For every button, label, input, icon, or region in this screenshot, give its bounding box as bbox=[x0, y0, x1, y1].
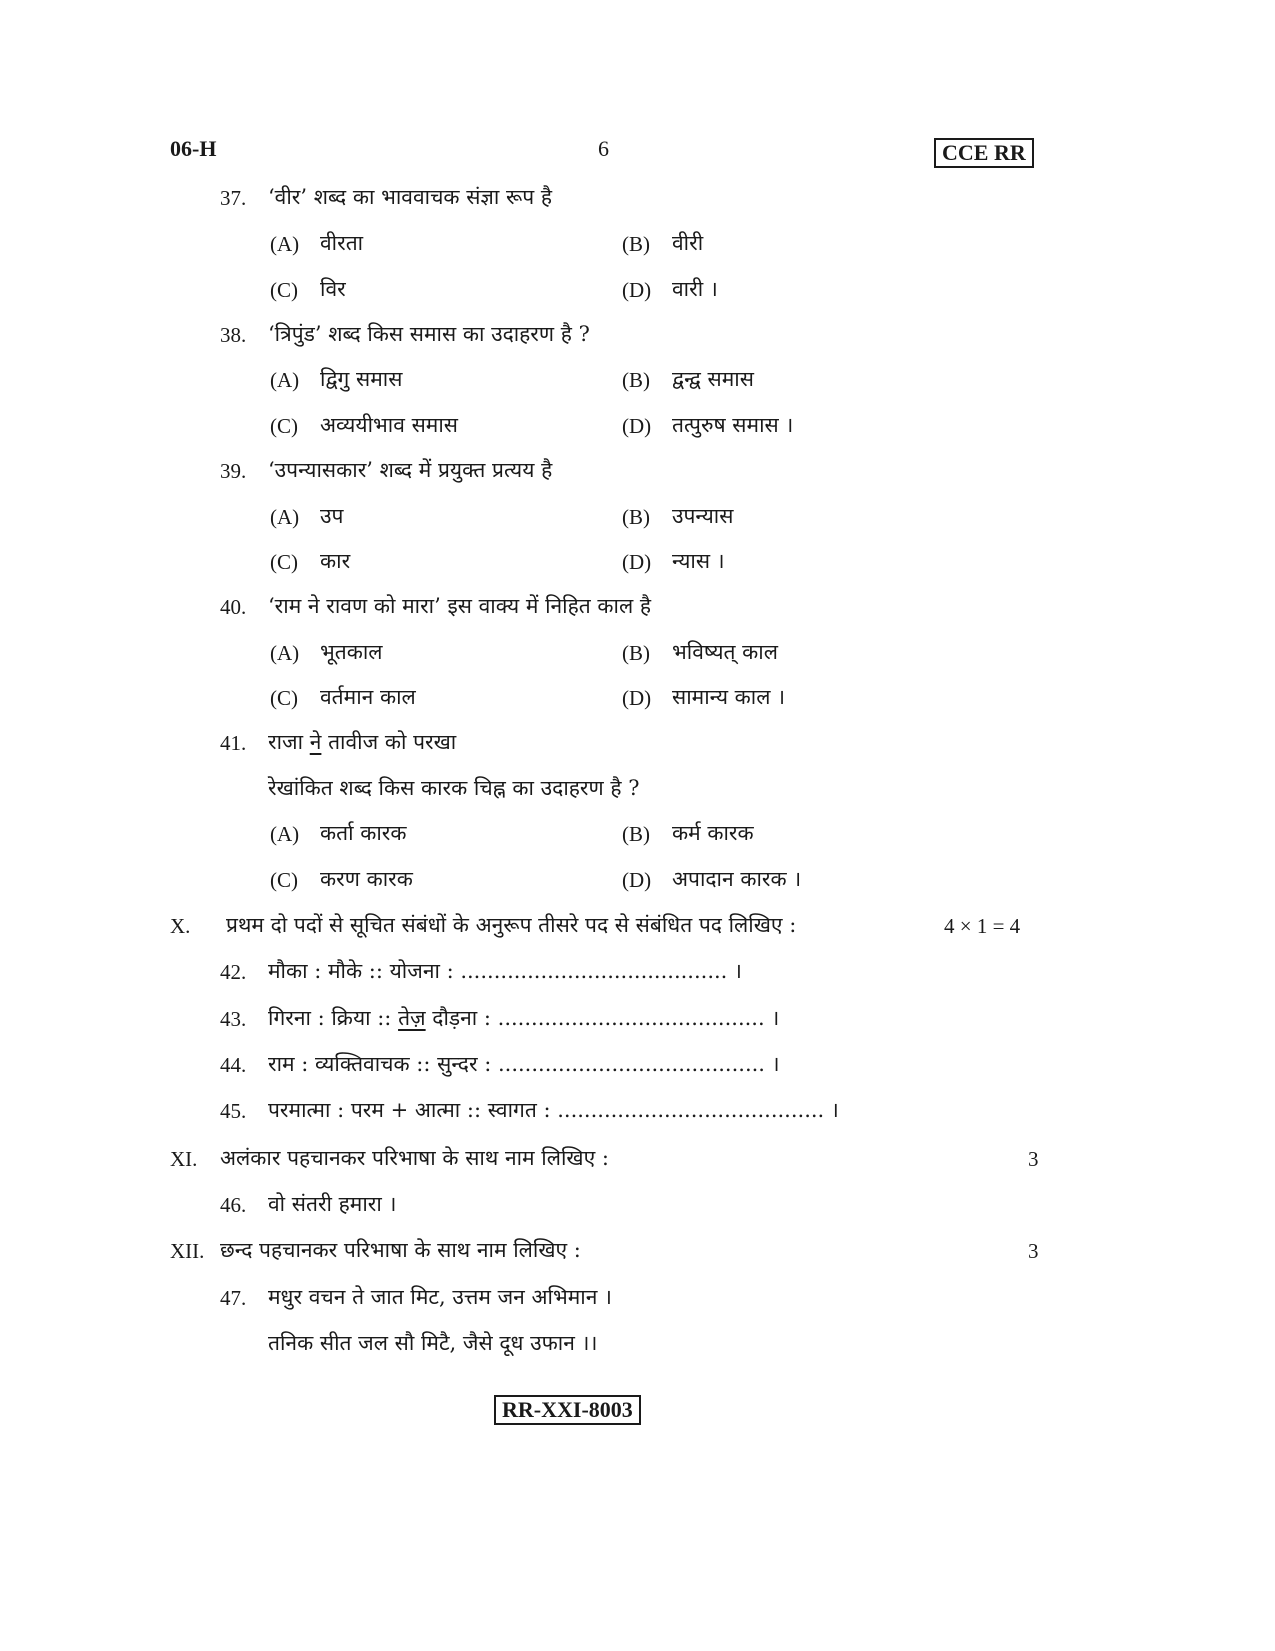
question-text: ‘वीर’ शब्द का भाववाचक संज्ञा रूप है bbox=[268, 185, 553, 209]
question-number: 41. bbox=[220, 731, 247, 755]
option-label: (C) bbox=[270, 550, 298, 574]
question-text: राजा ने तावीज को परखा bbox=[268, 730, 457, 754]
option-text: तत्पुरुष समास । bbox=[672, 413, 794, 437]
question-text: ‘उपन्यासकार’ शब्द में प्रयुक्त प्रत्यय है bbox=[268, 458, 553, 482]
question-text: ‘त्रिपुंड’ शब्द किस समास का उदाहरण है ? bbox=[268, 322, 590, 346]
option-text: करण कारक bbox=[320, 867, 413, 891]
option-text: द्वन्द्व समास bbox=[672, 367, 754, 391]
option-text: सामान्य काल । bbox=[672, 685, 786, 709]
question-number: 45. bbox=[220, 1099, 247, 1123]
option-label: (A) bbox=[270, 822, 300, 846]
option-label: (A) bbox=[270, 368, 300, 392]
option-label: (C) bbox=[270, 868, 298, 892]
question-number: 37. bbox=[220, 186, 247, 210]
option-text: भूतकाल bbox=[320, 640, 383, 664]
option-label: (B) bbox=[622, 368, 650, 392]
option-text: वीरी bbox=[672, 231, 704, 255]
section-marks: 3 bbox=[1028, 1147, 1039, 1171]
option-label: (B) bbox=[622, 641, 650, 665]
section-numeral: XII. bbox=[170, 1239, 205, 1263]
option-text: उपन्यास bbox=[672, 504, 734, 528]
option-text: अपादान कारक । bbox=[672, 867, 802, 891]
series-badge: CCE RR bbox=[934, 138, 1034, 168]
option-text: अव्ययीभाव समास bbox=[320, 413, 458, 437]
option-label: (B) bbox=[622, 822, 650, 846]
option-text: द्विगु समास bbox=[320, 367, 403, 391]
verse-line: तनिक सीत जल सौ मिटै, जैसे दूध उफान ।। bbox=[268, 1331, 598, 1355]
section-instruction: प्रथम दो पदों से सूचित संबंधों के अनुरूप तीसरे पद से संबंधित पद लिखिए : bbox=[226, 913, 797, 937]
option-text: उप bbox=[320, 504, 344, 528]
page-number: 6 bbox=[598, 136, 609, 161]
question-text: ‘राम ने रावण को मारा’ इस वाक्य में निहित काल है bbox=[268, 594, 652, 618]
question-text: वो संतरी हमारा । bbox=[268, 1192, 397, 1216]
option-label: (D) bbox=[622, 868, 652, 892]
question-subtext: रेखांकित शब्द किस कारक चिह्न का उदाहरण है ? bbox=[268, 776, 640, 800]
option-label: (C) bbox=[270, 278, 298, 302]
option-label: (D) bbox=[622, 550, 652, 574]
underlined-word: ने bbox=[309, 730, 322, 754]
option-label: (C) bbox=[270, 414, 298, 438]
section-numeral: X. bbox=[170, 914, 191, 938]
option-label: (A) bbox=[270, 232, 300, 256]
analogy-text: मौका : मौके :: योजना : ........................................ । bbox=[268, 959, 742, 983]
question-number: 38. bbox=[220, 323, 247, 347]
option-label: (B) bbox=[622, 232, 650, 256]
option-label: (A) bbox=[270, 505, 300, 529]
option-text: कार bbox=[320, 549, 351, 573]
option-text: कर्ता कारक bbox=[320, 821, 407, 845]
section-numeral: XI. bbox=[170, 1147, 198, 1171]
paper-code: 06-H bbox=[170, 136, 217, 161]
question-number: 46. bbox=[220, 1193, 247, 1217]
question-number: 40. bbox=[220, 595, 247, 619]
verse-line: मधुर वचन ते जात मिट, उत्तम जन अभिमान । bbox=[268, 1285, 613, 1309]
footer-code: RR-XXI-8003 bbox=[494, 1395, 641, 1425]
question-number: 47. bbox=[220, 1286, 247, 1310]
underlined-word: तेज़ bbox=[398, 1006, 426, 1030]
option-text: वारी । bbox=[672, 277, 718, 301]
analogy-text: राम : व्यक्तिवाचक :: सुन्दर : ........................................ । bbox=[268, 1052, 780, 1076]
question-number: 44. bbox=[220, 1053, 247, 1077]
option-label: (B) bbox=[622, 505, 650, 529]
option-text: न्यास । bbox=[672, 549, 725, 573]
option-text: कर्म कारक bbox=[672, 821, 754, 845]
question-number: 42. bbox=[220, 960, 247, 984]
section-marks: 4 × 1 = 4 bbox=[944, 914, 1021, 938]
option-label: (A) bbox=[270, 641, 300, 665]
analogy-text: गिरना : क्रिया :: तेज़ दौड़ना : ........................................ । bbox=[268, 1006, 780, 1030]
question-number: 39. bbox=[220, 459, 247, 483]
option-label: (C) bbox=[270, 686, 298, 710]
option-label: (D) bbox=[622, 414, 652, 438]
option-text: विर bbox=[320, 277, 346, 301]
option-text: वीरता bbox=[320, 231, 364, 255]
question-number: 43. bbox=[220, 1007, 247, 1031]
analogy-text: परमात्मा : परम + आत्मा :: स्वागत : ........................................ । bbox=[268, 1098, 839, 1122]
option-text: भविष्यत् काल bbox=[672, 640, 778, 664]
option-label: (D) bbox=[622, 686, 652, 710]
section-instruction: अलंकार पहचानकर परिभाषा के साथ नाम लिखिए : bbox=[220, 1146, 609, 1170]
section-instruction: छन्द पहचानकर परिभाषा के साथ नाम लिखिए : bbox=[220, 1238, 581, 1262]
section-marks: 3 bbox=[1028, 1239, 1039, 1263]
option-text: वर्तमान काल bbox=[320, 685, 416, 709]
option-label: (D) bbox=[622, 278, 652, 302]
